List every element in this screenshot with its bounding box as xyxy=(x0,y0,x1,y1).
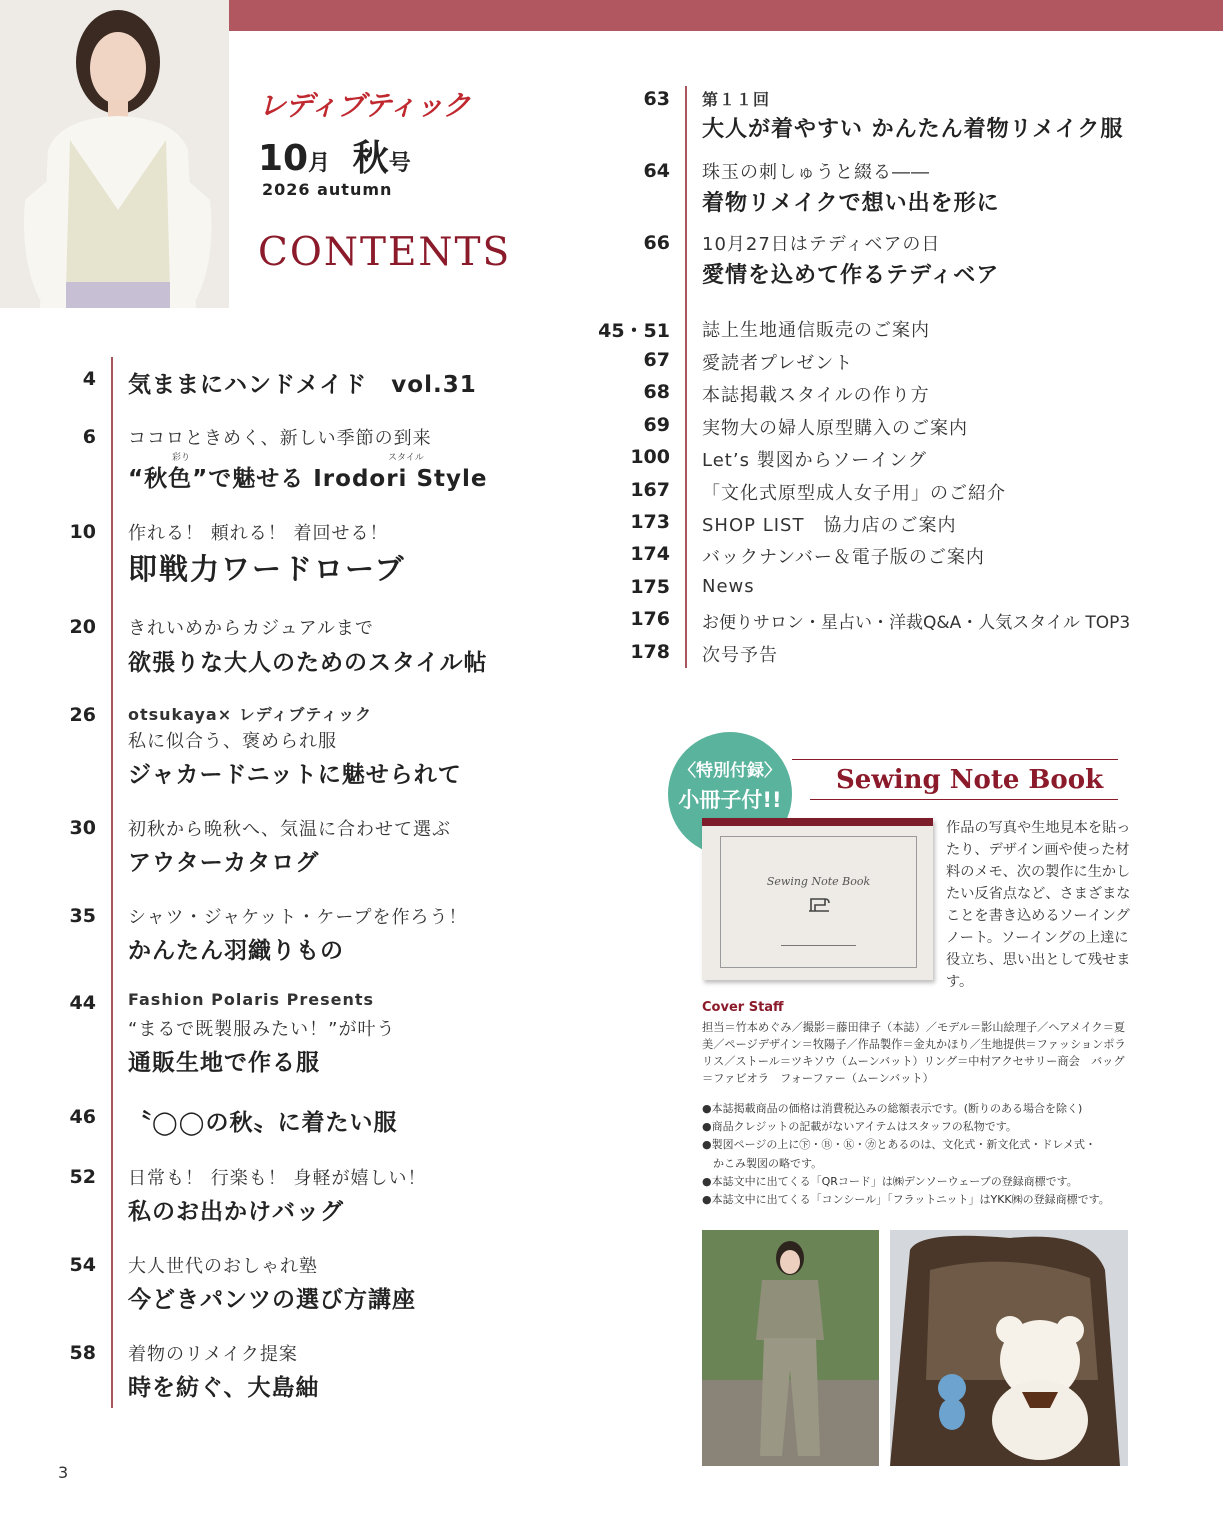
toc-title: 気ままにハンドメイド vol.31 xyxy=(128,372,477,398)
book-cover-title: Sewing Note Book xyxy=(766,875,871,888)
cover-staff-credits: 担当＝竹本めぐみ／撮影＝藤田律子（本誌）／モデル＝影山絵理子／ヘアメイク＝夏美／ページデザイン＝牧陽子／作品製作＝金丸かほり／生地提供＝ファッションポラリス／ストール＝ツキソウ（ムーンバット）リング＝中村アクセサリー商会 バッグ＝ファビオラ フォーファー（ムーンバット） xyxy=(702,1021,1126,1085)
editorial-notes xyxy=(702,1100,1142,1209)
toc-title: ジャカードニットに魅せられて xyxy=(128,762,462,788)
toc-title: 時を紡ぐ、大島紬 xyxy=(128,1375,320,1401)
toc-page-number: 175 xyxy=(630,576,670,598)
toc-list-item[interactable]: バックナンバー＆電子版のご案内 xyxy=(702,547,985,568)
toc-kicker: シャツ・ジャケット・ケープを作ろう！ xyxy=(128,907,468,928)
toc-list-item[interactable]: 次号予告 xyxy=(702,645,778,666)
toc-kicker: 私に似合う、褒められ服 xyxy=(128,731,337,752)
toc-kicker: きれいめからカジュアルまで xyxy=(128,618,374,639)
toc-page-number: 64 xyxy=(643,160,670,182)
note-line: ●本誌掲載商品の価格は消費税込みの総額表示です。(断りのある場合を除く) xyxy=(702,1102,1083,1115)
toc-list-item[interactable]: 誌上生地通信販売のご案内 xyxy=(702,320,930,341)
toc-page-number: 174 xyxy=(630,543,670,565)
toc-kicker: 初秋から晩秋へ、気温に合わせて選ぶ xyxy=(128,819,451,840)
issue-month: 10 xyxy=(258,138,309,179)
toc-list-item[interactable]: お便りサロン・星占い・洋裁Q&A・人気スタイル TOP3 xyxy=(702,613,1131,633)
toc-kicker[interactable]: 10月27日はテディベアの日 xyxy=(702,234,941,255)
toc-kicker: “まるで既製服みたい！”が叶う xyxy=(128,1019,396,1040)
issue-month-unit: 月 xyxy=(308,151,331,176)
supplement-title: Sewing Note Book xyxy=(836,765,1104,795)
sewing-machine-icon xyxy=(807,895,831,918)
toc-page-number: 66 xyxy=(643,232,670,254)
toc-title: かんたん羽織りもの xyxy=(128,938,344,964)
right-column-rule xyxy=(685,86,687,668)
toc-title[interactable]: 大人が着やすい かんたん着物リメイク服 xyxy=(702,117,1124,142)
toc-title: 〝◯◯の秋〟に着たい服 xyxy=(128,1110,398,1136)
page-number: 3 xyxy=(58,1463,69,1482)
toc-page-number: 52 xyxy=(69,1166,96,1188)
book-cover-frame xyxy=(720,836,917,968)
toc-list-item[interactable]: SHOP LIST 協力店のご案内 xyxy=(702,515,957,536)
toc-kicker: 着物のリメイク提案 xyxy=(128,1344,298,1365)
toc-title[interactable]: 着物リメイクで想い出を形に xyxy=(702,191,1000,216)
divider xyxy=(792,759,1118,760)
toc-page-number: 167 xyxy=(630,479,670,501)
contents-heading: CONTENTS xyxy=(258,230,512,275)
sewing-note-book-image xyxy=(702,818,933,980)
toc-title: 私のお出かけバッグ xyxy=(128,1199,344,1225)
toc-page-number: 35 xyxy=(69,905,96,927)
toc-page-number: 176 xyxy=(630,608,670,630)
toc-page-number: 44 xyxy=(69,992,96,1014)
issue-season: 秋 xyxy=(352,138,389,179)
note-line: ●製図ページの上に㊦・Ⓑ・Ⓚ・㋕とあるのは、文化式・新文化式・ドレメ式・ xyxy=(702,1138,1097,1152)
note-line: ●商品クレジットの記載がないアイテムはスタッフの私物です。 xyxy=(702,1120,1017,1134)
toc-title: 即戦力ワードローブ xyxy=(128,552,406,586)
toc-title: “秋色”で魅せる Irodori Style xyxy=(128,466,488,492)
badge-text: 小冊子付!! xyxy=(678,788,782,812)
toc-list-item[interactable]: Let’s 製図からソーイング xyxy=(702,450,927,471)
toc-kicker-brand: otsukaya× レディブティック xyxy=(128,705,373,724)
toc-page-number: 68 xyxy=(643,381,670,403)
issue-title xyxy=(258,130,411,181)
toc-page-number: 63 xyxy=(643,88,670,110)
toc-page-number: 67 xyxy=(643,349,670,371)
note-line: ●本誌文中に出てくる「コンシール」「フラットニット」はYKK㈱の登録商標です。 xyxy=(702,1193,1110,1207)
toc-page-number: 10 xyxy=(69,521,96,543)
toc-kicker[interactable]: 珠玉の刺しゅうと綴る―― xyxy=(702,162,930,183)
teddy-bear-photo xyxy=(890,1230,1128,1466)
cover-staff-heading: Cover Staff xyxy=(702,1000,784,1015)
issue-subtitle: 2026 autumn xyxy=(262,180,393,199)
top-color-bar xyxy=(229,0,1223,31)
toc-list-item[interactable]: 愛読者プレゼント xyxy=(702,353,854,374)
toc-list-item[interactable]: 「文化式原型成人女子用」のご紹介 xyxy=(702,483,1006,504)
toc-page-number: 26 xyxy=(69,704,96,726)
toc-page-number: 20 xyxy=(69,616,96,638)
toc-title: 通販生地で作る服 xyxy=(128,1050,320,1076)
toc-title: アウターカタログ xyxy=(128,850,320,876)
toc-page-number: 54 xyxy=(69,1254,96,1276)
divider xyxy=(810,799,1118,800)
toc-kicker: ココロときめく、新しい季節の到来 xyxy=(128,428,432,449)
toc-page-number: 173 xyxy=(630,511,670,533)
note-line: かこみ製図の略です。 xyxy=(702,1156,823,1170)
badge-label: 〈特別付録〉 xyxy=(679,761,781,781)
toc-page-number: 45・51 xyxy=(598,320,670,342)
toc-page-number: 46 xyxy=(69,1106,96,1128)
toc-list-item[interactable]: 本誌掲載スタイルの作り方 xyxy=(702,385,930,406)
toc-list-item[interactable]: News xyxy=(702,576,755,597)
toc-title: 欲張りな大人のためのスタイル帖 xyxy=(128,650,488,676)
toc-list-item[interactable]: 実物大の婦人原型購入のご案内 xyxy=(702,418,968,439)
ruby-style: スタイル xyxy=(388,453,424,463)
book-cover-band xyxy=(702,818,933,826)
toc-page-number: 58 xyxy=(69,1342,96,1364)
toc-kicker[interactable]: 第１１回 xyxy=(702,90,771,109)
book-name-line xyxy=(781,945,856,946)
toc-page-number: 6 xyxy=(82,426,96,448)
toc-title: 今どきパンツの選び方講座 xyxy=(128,1287,416,1313)
toc-page-number: 30 xyxy=(69,817,96,839)
toc-page-number: 4 xyxy=(82,368,96,390)
note-line: ●本誌文中に出てくる「QRコード」は㈱デンソーウェーブの登録商標です。 xyxy=(702,1174,1078,1188)
supplement-description: 作品の写真や生地見本を貼ったり、デザイン画や使った材料のメモ、次の製作に生かしたい反省点など、さまざまなことを書き込めるソーイングノート。ソーイングの上達に役立ち、思い出として残せます。 xyxy=(946,820,1131,990)
toc-kicker: 作れる！ 頼れる！ 着回せる！ xyxy=(128,523,389,544)
toc-title[interactable]: 愛情を込めて作るテディベア xyxy=(702,263,1000,288)
issue-suffix: 号 xyxy=(388,151,411,176)
magazine-brand-logo: レディブティック xyxy=(258,89,470,122)
ruby-irodori: 彩り xyxy=(172,453,191,463)
cover-model-photo xyxy=(0,0,229,308)
toc-kicker-brand: Fashion Polaris Presents xyxy=(128,990,375,1009)
kimono-remake-photo xyxy=(702,1230,879,1466)
toc-page-number: 100 xyxy=(630,446,670,468)
toc-kicker: 日常も！ 行楽も！ 身軽が嬉しい！ xyxy=(128,1168,427,1189)
toc-kicker: 大人世代のおしゃれ塾 xyxy=(128,1256,318,1277)
left-column-rule xyxy=(111,357,113,1408)
toc-page-number: 178 xyxy=(630,641,670,663)
toc-page-number: 69 xyxy=(643,414,670,436)
